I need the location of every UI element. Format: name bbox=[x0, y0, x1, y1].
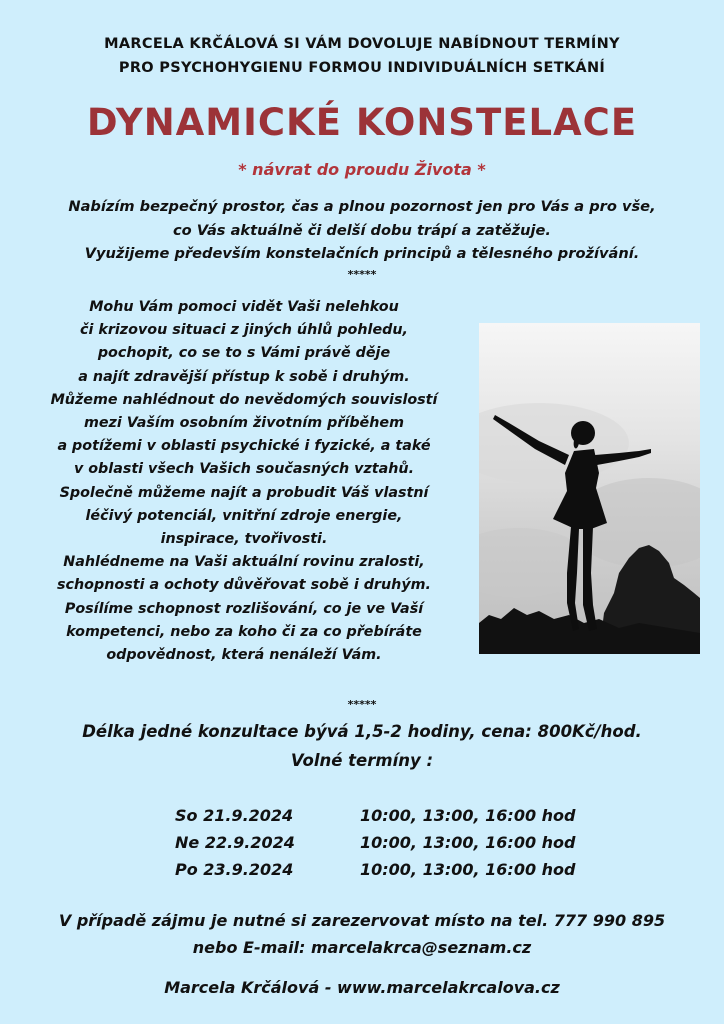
intro-line-2: co Vás aktuálně či delší dobu trápí a zatěžuje. bbox=[173, 222, 551, 239]
schedule-row bbox=[0, 860, 724, 882]
contact-email-line: nebo E-mail: marcelakrca@seznam.cz bbox=[192, 938, 532, 957]
schedule-date: Ne 22.9.2024 bbox=[175, 833, 295, 852]
body-line: inspirace, tvořivosti. bbox=[160, 531, 328, 548]
schedule-times: 10:00, 13:00, 16:00 hod bbox=[360, 860, 576, 879]
body-line: léčivý potenciál, vnitřní zdroje energie, bbox=[85, 507, 403, 524]
body-line: a potížemi v oblasti psychické i fyzické, a také bbox=[57, 438, 431, 455]
body-line: v oblasti všech Vašich současných vztahů. bbox=[73, 461, 415, 478]
subtitle: * návrat do proudu Života * bbox=[238, 160, 486, 179]
body-line: schopnosti a ochoty důvěřovat sobě i druhým. bbox=[57, 577, 431, 594]
body-line: odpovědnost, která nenáleží Vám. bbox=[106, 647, 382, 664]
intro-line-1: Nabízím bezpečný prostor, čas a plnou pozornost jen pro Vás a pro vše, bbox=[68, 198, 656, 215]
header-line-1: MARCELA KRČÁLOVÁ SI VÁM DOVOLUJE NABÍDNOUT TERMÍNY bbox=[104, 36, 620, 52]
body-line: a najít zdravější přístup k sobě i druhým. bbox=[78, 368, 410, 385]
woman-silhouette-photo bbox=[479, 323, 700, 654]
contact-phone-line: V případě zájmu je nutné si zarezervovat místo na tel. 777 990 895 bbox=[58, 911, 666, 930]
header-line-2: PRO PSYCHOHYGIENU FORMOU INDIVIDUÁLNÍCH SETKÁNÍ bbox=[118, 60, 606, 76]
page-title: DYNAMICKÉ KONSTELACE bbox=[86, 101, 638, 144]
price-line: Délka jedné konzultace bývá 1,5-2 hodiny, cena: 800Kč/hod. bbox=[82, 722, 642, 741]
body-line: kompetenci, nebo za koho či za co přebíráte bbox=[66, 623, 422, 640]
schedule-date: So 21.9.2024 bbox=[175, 806, 294, 825]
separator-stars-2: ***** bbox=[347, 698, 377, 711]
body-line: Můžeme nahlédnout do nevědomých souvislostí bbox=[50, 391, 438, 408]
separator-stars: ***** bbox=[347, 268, 377, 281]
footer-name-website: Marcela Krčálová - www.marcelakrcalova.cz bbox=[164, 978, 560, 997]
body-line: pochopit, co se to s Vámi právě děje bbox=[97, 345, 391, 362]
body-line: Posílíme schopnost rozlišování, co je ve Vaší bbox=[64, 600, 424, 617]
free-terms-label: Volné termíny : bbox=[290, 751, 434, 770]
schedule-times: 10:00, 13:00, 16:00 hod bbox=[360, 806, 576, 825]
schedule-times: 10:00, 13:00, 16:00 hod bbox=[360, 833, 576, 852]
schedule-date: Po 23.9.2024 bbox=[175, 860, 294, 879]
body-line: mezi Vaším osobním životním příběhem bbox=[83, 415, 405, 432]
body-line: Společně můžeme najít a probudit Váš vlastní bbox=[59, 484, 429, 501]
intro-line-3: Využijeme především konstelačních principů a tělesného prožívání. bbox=[84, 245, 640, 262]
schedule-row bbox=[0, 806, 724, 828]
body-text bbox=[10, 296, 478, 667]
body-line: či krizovou situaci z jiných úhlů pohledu, bbox=[80, 322, 408, 339]
body-line: Mohu Vám pomoci vidět Vaši nelehkou bbox=[89, 299, 399, 315]
body-line: Nahlédneme na Vaši aktuální rovinu zralosti, bbox=[63, 554, 425, 571]
schedule-row bbox=[0, 833, 724, 855]
